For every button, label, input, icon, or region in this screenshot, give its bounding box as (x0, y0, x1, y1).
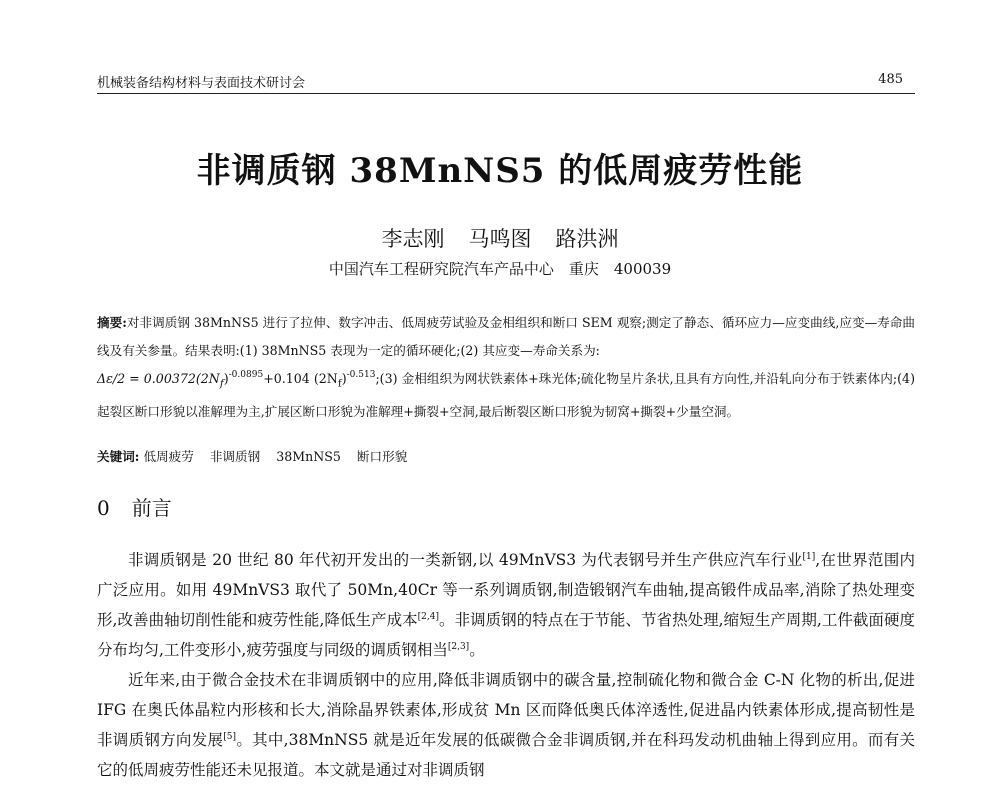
header-rule (97, 93, 915, 94)
keywords (97, 446, 915, 465)
author-name: 路洪洲 (555, 227, 619, 251)
formula-subscript: f (219, 377, 224, 390)
paragraph-text: 。其中,38MnNS5 就是近年发展的低碳微合金非调质钢,并在科玛发动机曲轴上得到应用。而有关它的低周疲劳性能还未见报道。本文就是通过对非调质钢 (97, 731, 915, 779)
formula-subscript: f (337, 377, 342, 390)
paper-title: 非调质钢 38MnNS5 的低周疲劳性能 (196, 151, 804, 191)
abstract-label: 摘要: (97, 315, 127, 330)
formula-exponent: -0.513 (346, 370, 376, 380)
keyword: 非调质钢 (209, 449, 261, 464)
citation: [1] (802, 552, 816, 562)
keyword: 断口形貌 (356, 449, 408, 464)
citation: [2,4] (417, 612, 439, 622)
running-header (97, 72, 915, 92)
formula-exponent: -0.0895 (228, 370, 264, 380)
journal-name: 机械装备结构材料与表面技术研讨会 (97, 76, 306, 91)
paragraph (97, 545, 915, 665)
paragraph-text: 非调质钢是 20 世纪 80 年代初开发出的一类新钢,以 49MnVS3 为代表钢号并生产供应汽车行业 (128, 551, 803, 569)
author-name: 李志刚 (381, 227, 445, 251)
citation: [2,3] (447, 642, 470, 652)
keywords-label: 关键词: (97, 449, 140, 464)
section-title: 前言 (131, 496, 172, 520)
keyword: 低周疲劳 (143, 449, 194, 464)
formula-part: ) (223, 371, 229, 386)
keyword: 38MnNS5 (276, 449, 341, 464)
abstract-text: 对非调质钢 38MnNS5 进行了拉伸、数字冲击、低周疲劳试验及金相组织和断口 SEM 观察;测定了静态、循环应力—应变曲线,应变—寿命曲线及有关参量。结果表明:(1) 38MnNS5 表现为一定的循环硬化;(2) 其应变—寿命关系为: (97, 315, 915, 358)
body-text (97, 545, 915, 785)
author-name: 马鸣图 (468, 227, 532, 251)
citation: [5] (223, 732, 237, 742)
abstract (97, 309, 915, 426)
paragraph-text: ,在世界范围内广泛应用。如用 49MnVS3 取代了 50Mn,40Cr 等一系列调质钢,制造锻钢汽车曲轴,提高锻件成品率,消除了热处理变形,改善曲轴切削性能和疲劳性能,降低生产成本 (97, 551, 915, 629)
formula-part: Δε/2 = 0.00372(2N (97, 371, 220, 386)
paragraph-text: 近年来,由于微合金技术在非调质钢中的应用,降低非调质钢中的碳含量,控制硫化物和微合金 C-N 化物的析出,促进 IFG 在奥氏体晶粒内形核和长大,消除晶界铁素体,形成贫 Mn 区而降低奥氏体淬透性,促进晶内铁素体形成,提高韧性是非调质钢方向发展 (97, 671, 915, 749)
affiliation: 中国汽车工程研究院汽车产品中心 重庆 400039 (328, 260, 672, 278)
page-number: 485 (878, 72, 903, 87)
paragraph (97, 665, 915, 785)
author-list (0, 223, 1000, 253)
formula-part: ) (341, 371, 347, 386)
section-heading (97, 492, 172, 521)
paragraph-text: 。非调质钢的特点在于节能、节省热处理,缩短生产周期,工件截面硬度分布均匀,工件变形小,疲劳强度与同级的调质钢相当 (97, 611, 916, 659)
abstract-text: ;(3) 金相组织为网状铁素体+珠光体;硫化物呈片条状,且具有方向性,并沿轧向分布于铁素体内;(4) 起裂区断口形貌以准解理为主,扩展区断口形貌为准解理+撕裂+空洞,最后断裂区断口形貌为韧窝+撕裂+少量空洞。 (97, 371, 915, 419)
section-number: 0 (97, 496, 110, 520)
formula-part: +0.104 (2N (263, 371, 338, 386)
paragraph-text: 。 (469, 641, 485, 659)
